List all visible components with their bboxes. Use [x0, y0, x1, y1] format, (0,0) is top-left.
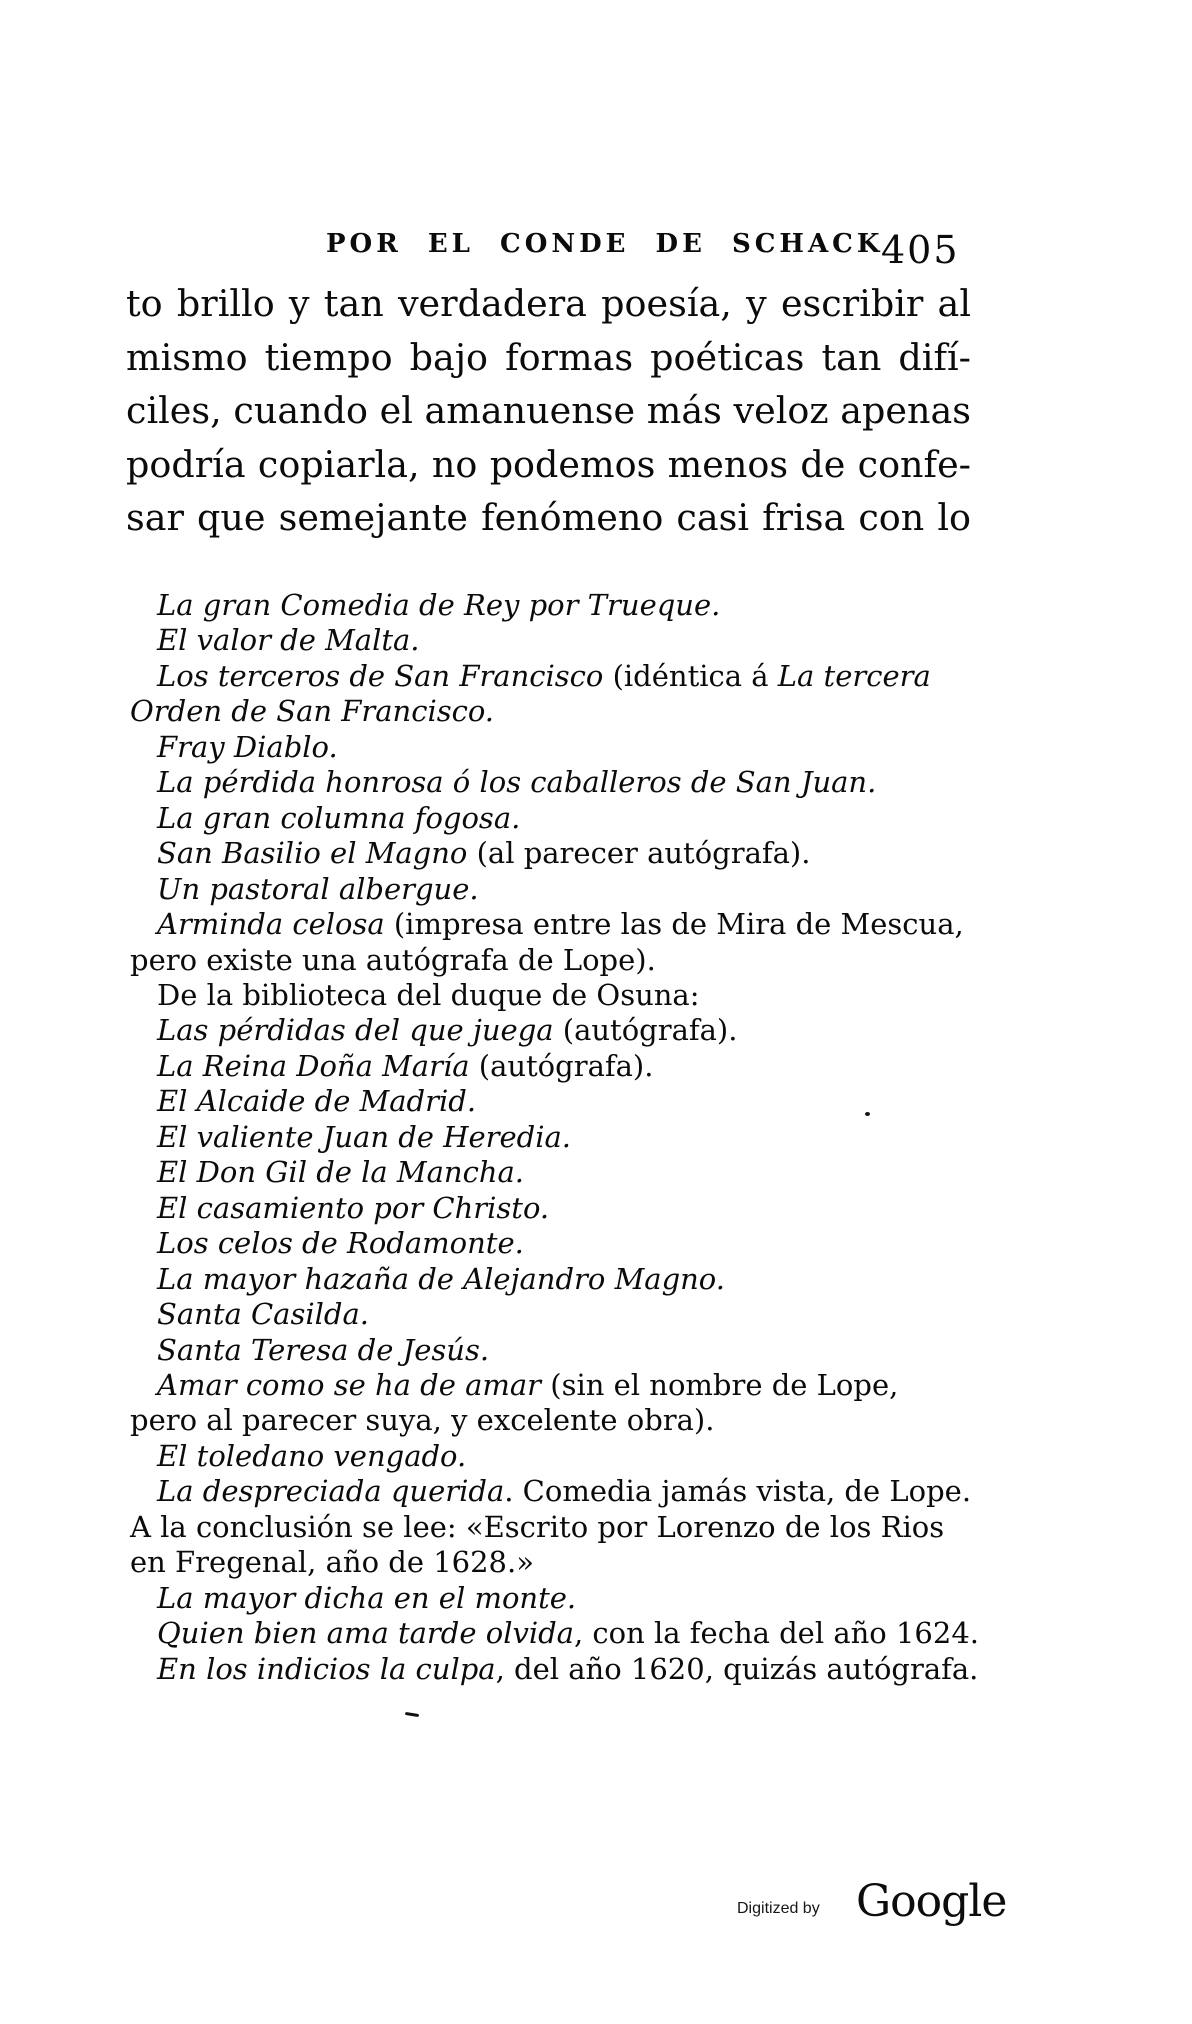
work-title-text: El valor de Malta.	[157, 623, 420, 658]
annotation-text: A la conclusión se lee: «Escrito por Lorenzo de los Rios	[130, 1509, 945, 1544]
list-line	[130, 872, 1040, 907]
google-logo: Google	[856, 1876, 1007, 1927]
scan-breve-mark	[405, 1712, 419, 1717]
list-line	[130, 978, 1040, 1013]
paragraph-line: mismo tiempo bajo formas poéticas tan difí-	[126, 335, 971, 379]
work-title-text: El Don Gil de la Mancha.	[157, 1155, 525, 1190]
work-title-text: Las pérdidas del que juega	[157, 1013, 563, 1048]
work-title-text: La mayor hazaña de Alejandro Magno.	[157, 1261, 725, 1296]
work-title-text: La pérdida honrosa ó los caballeros de San Juan.	[157, 765, 877, 800]
list-line	[130, 1262, 1040, 1297]
annotation-text: De la biblioteca del duque de Osuna:	[157, 977, 700, 1012]
work-title-text: La tercera	[777, 658, 931, 693]
work-title-text: Los celos de Rodamonte.	[157, 1226, 524, 1261]
page-number: 405	[881, 228, 960, 272]
annotation-text: (al parecer autógrafa).	[476, 836, 811, 871]
list-line	[130, 623, 1040, 658]
annotation-text: (sin el nombre de Lope,	[550, 1367, 899, 1402]
work-title-text: La gran columna fogosa.	[157, 800, 521, 835]
work-title-text: El valiente Juan de Heredia.	[157, 1119, 572, 1154]
work-title-text: El casamiento por Christo.	[157, 1190, 550, 1225]
work-title-text: El toledano vengado.	[157, 1438, 467, 1473]
list-line	[130, 588, 1040, 623]
list-line	[130, 1120, 1040, 1155]
annotation-text: (impresa entre las de Mira de Mescua,	[393, 907, 964, 942]
list-line	[130, 1545, 1040, 1580]
annotation-text: , del año 1620, quizás autógrafa.	[495, 1651, 979, 1686]
work-title-text: Amar como se ha de amar	[157, 1367, 551, 1402]
list-line	[130, 1155, 1040, 1190]
list-line	[130, 765, 1040, 800]
work-title-text: Los terceros de San Francisco	[157, 658, 613, 693]
list-line	[130, 1226, 1040, 1261]
work-title-text: Santa Teresa de Jesús.	[157, 1332, 490, 1367]
list-line	[130, 1049, 1040, 1084]
annotation-text: en Fregenal, año de 1628.»	[130, 1545, 534, 1580]
work-title-text: La despreciada querida	[157, 1474, 505, 1509]
digitized-by-label: Digitized by	[737, 1900, 820, 1917]
list-line	[130, 836, 1040, 871]
work-title-text: La Reina Doña María	[157, 1048, 479, 1083]
work-title-text: La gran Comedia de Rey por Trueque.	[157, 588, 721, 622]
work-title-text: En los indicios la culpa	[157, 1651, 496, 1686]
list-line	[130, 1403, 1040, 1438]
annotation-text: . Comedia jamás vista, de Lope.	[504, 1474, 972, 1509]
annotation-text: (autógrafa).	[478, 1048, 654, 1083]
paragraph-line: ciles, cuando el amanuense más veloz apenas	[126, 389, 971, 432]
list-line	[130, 730, 1040, 765]
works-list	[130, 588, 1040, 1687]
list-line	[130, 1368, 1040, 1403]
list-line	[130, 1510, 1040, 1545]
work-title-text: La mayor dicha en el monte.	[157, 1580, 577, 1615]
list-line	[130, 1652, 1040, 1687]
paragraph-line: podría copiarla, no podemos menos de confe-	[126, 442, 971, 486]
work-title-text: Arminda celosa	[157, 907, 394, 942]
list-line	[130, 694, 1040, 729]
list-line	[130, 1439, 1040, 1474]
list-line	[130, 1616, 1040, 1651]
list-line	[130, 943, 1040, 978]
annotation-text: (idéntica á	[612, 658, 778, 693]
work-title-text: Quien bien ama tarde olvida	[157, 1616, 574, 1651]
annotation-text: , con la fecha del año 1624.	[573, 1616, 980, 1651]
work-title-text: Fray Diablo.	[157, 729, 338, 764]
list-line	[130, 1084, 1040, 1119]
paragraph-line: sar que semejante fenómeno casi frisa con lo	[126, 496, 971, 539]
work-title-text: San Basilio el Magno	[157, 836, 477, 871]
annotation-text: pero existe una autógrafa de Lope).	[130, 942, 656, 977]
list-line	[130, 1581, 1040, 1616]
paragraph-line: to brillo y tan verdadera poesía, y escribir al	[126, 282, 971, 325]
work-title-text: Santa Casilda.	[157, 1297, 369, 1332]
list-line	[130, 659, 1040, 694]
list-line	[130, 1013, 1040, 1048]
work-title-text: Orden de San Francisco.	[130, 694, 495, 729]
list-line	[130, 907, 1040, 942]
body-paragraph	[126, 277, 971, 545]
work-title-text: Un pastoral albergue.	[157, 871, 479, 906]
list-line	[130, 801, 1040, 836]
list-line	[130, 1333, 1040, 1368]
list-line	[130, 1191, 1040, 1226]
work-title-text: El Alcaide de Madrid.	[157, 1084, 477, 1119]
list-line	[130, 1297, 1040, 1332]
list-line	[130, 1474, 1040, 1509]
scan-speck	[865, 1112, 870, 1116]
running-title: POR EL CONDE DE SCHACK	[326, 229, 884, 259]
annotation-text: (autógrafa).	[562, 1013, 738, 1048]
annotation-text: pero al parecer suya, y excelente obra).	[130, 1403, 715, 1438]
